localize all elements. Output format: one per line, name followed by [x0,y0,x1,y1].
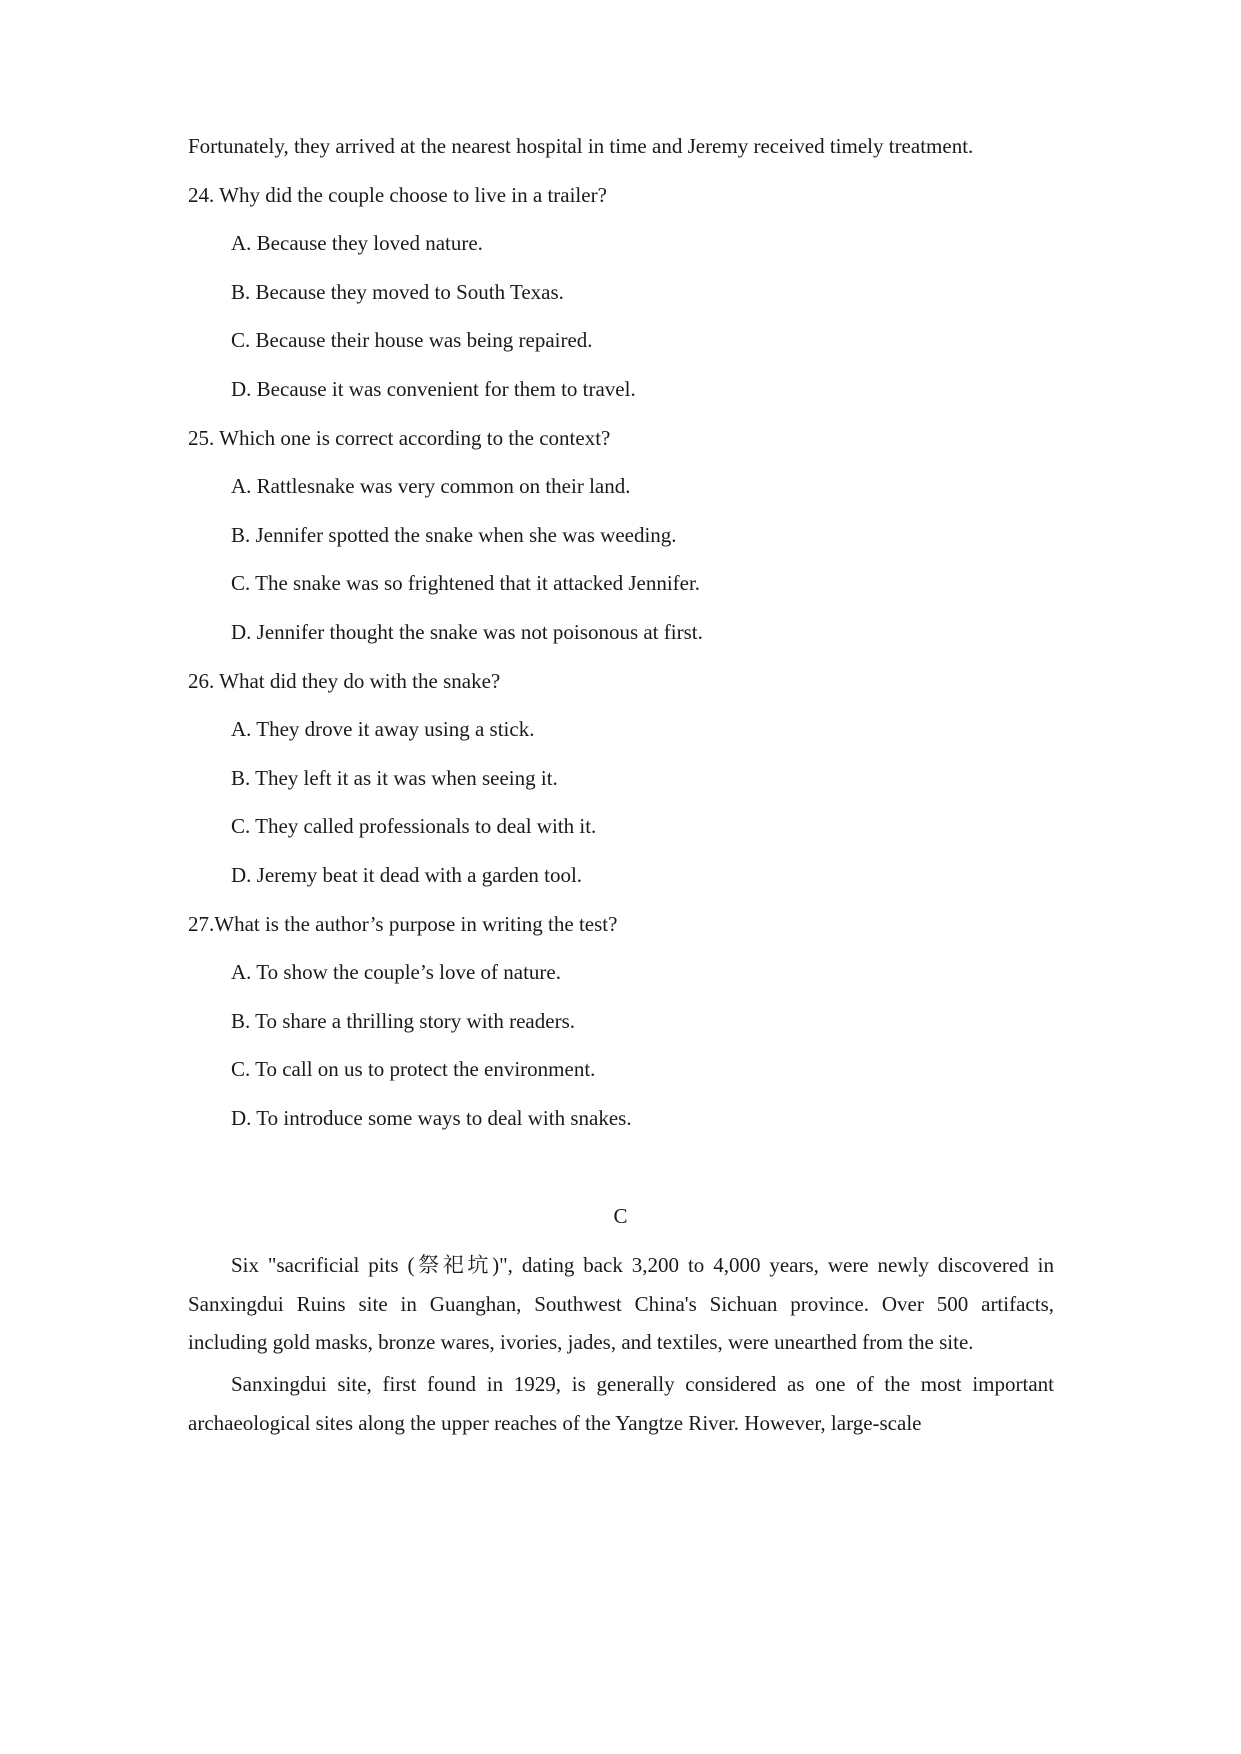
section-c-paragraph-1: Six "sacrificial pits (祭祀坑)", dating back 3,200 to 4,000 years, were newly discovered in Sanxingdui Ruins site in Guanghan, Southwest China's Sichuan province. Over 500 artifacts, including gold masks, bronze wares, ivories, jades, and textiles, were unearthed from the site. [188,1253,1054,1354]
question-24-stem: 24. Why did the couple choose to live in a trailer? [188,183,607,207]
question-27-stem: 27.What is the author’s purpose in writing the test? [188,912,618,936]
question-24-option-b: B. Because they moved to South Texas. [231,280,564,304]
intro-line: Fortunately, they arrived at the nearest hospital in time and Jeremy received timely treatment. [188,134,974,158]
question-27-option-b: B. To share a thrilling story with readers. [231,1009,575,1033]
question-26-option-b: B. They left it as it was when seeing it. [231,766,558,790]
question-24-option-d: D. Because it was convenient for them to travel. [231,377,636,401]
question-25-option-b: B. Jennifer spotted the snake when she was weeding. [231,523,677,547]
question-25-option-d: D. Jennifer thought the snake was not poisonous at first. [231,620,703,644]
question-27-option-a: A. To show the couple’s love of nature. [231,960,561,984]
question-24-option-c: C. Because their house was being repaired. [231,328,593,352]
question-25-option-c: C. The snake was so frightened that it attacked Jennifer. [231,571,701,595]
section-c-paragraph-2: Sanxingdui site, first found in 1929, is generally considered as one of the most important archaeological sites along the upper reaches of the Yangtze River. However, large-scale [188,1372,1054,1435]
section-c-heading: C [613,1204,628,1228]
question-25-option-a: A. Rattlesnake was very common on their land. [231,474,631,498]
question-27-option-d: D. To introduce some ways to deal with snakes. [231,1106,632,1130]
question-26-option-a: A. They drove it away using a stick. [231,717,535,741]
question-24-option-a: A. Because they loved nature. [231,231,483,255]
question-27-option-c: C. To call on us to protect the environment. [231,1057,596,1081]
question-25-stem: 25. Which one is correct according to the context? [188,426,611,450]
question-26-stem: 26. What did they do with the snake? [188,669,501,693]
question-26-option-c: C. They called professionals to deal with it. [231,814,597,838]
question-26-option-d: D. Jeremy beat it dead with a garden tool. [231,863,583,887]
